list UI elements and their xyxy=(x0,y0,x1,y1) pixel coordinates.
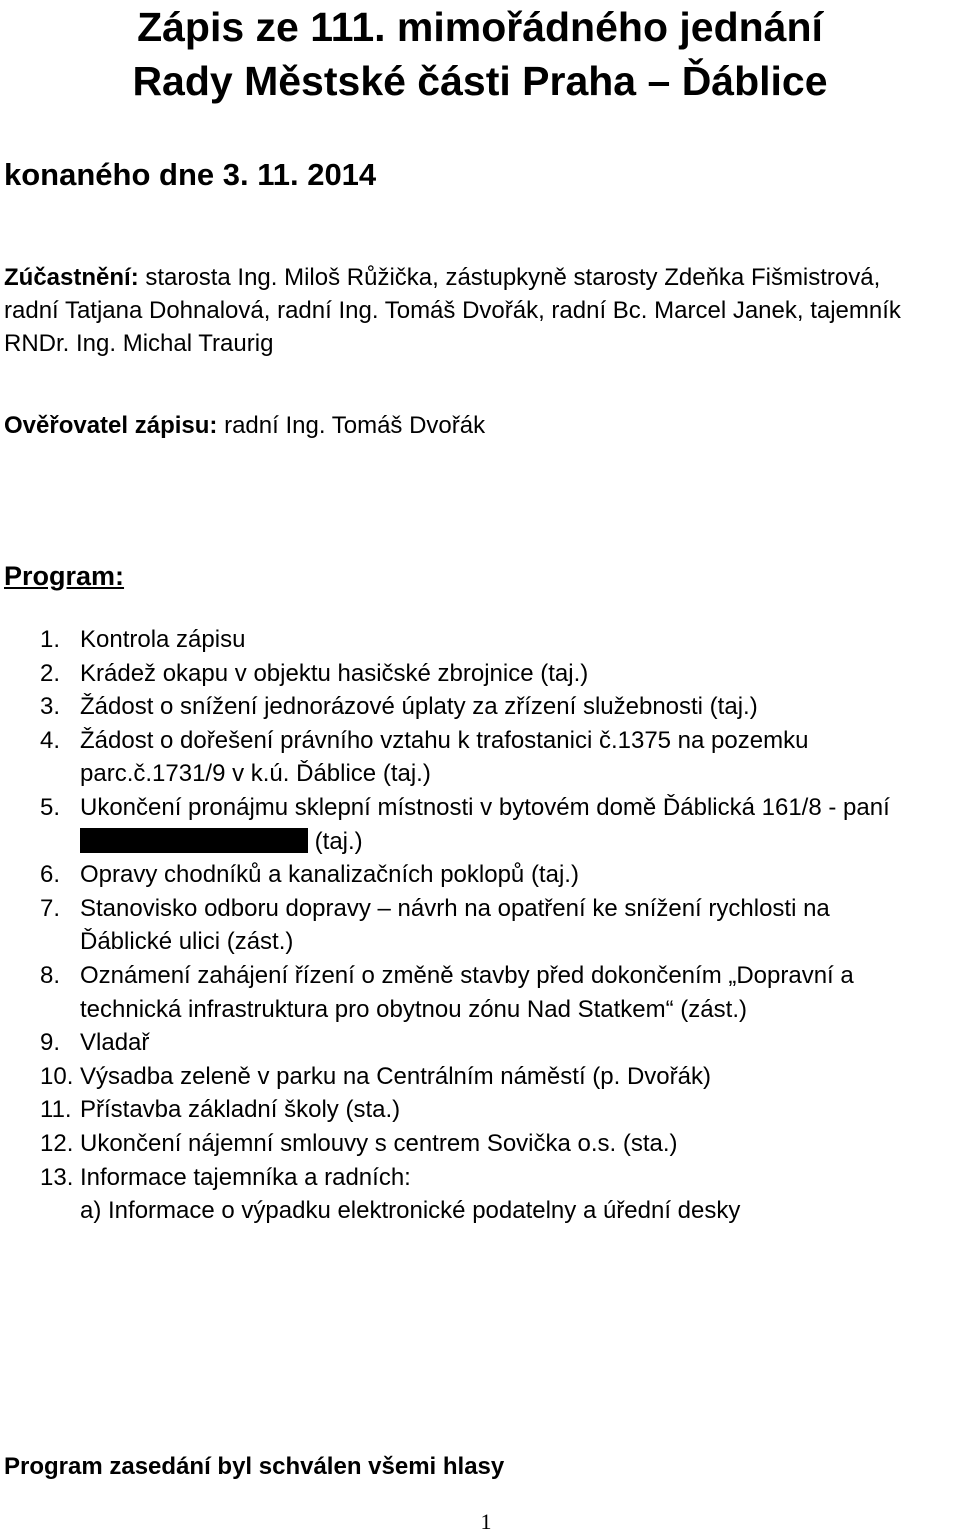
agenda-item-number: 8. xyxy=(40,961,61,989)
agenda-item-text-continued: Ďáblické ulici (zást.) xyxy=(80,928,294,956)
agenda-item-text: Ukončení pronájmu sklepní místnosti v bytovém domě Ďáblická 161/8 - paní xyxy=(80,793,890,821)
agenda-item xyxy=(0,858,960,892)
page-number: 1 xyxy=(480,1509,492,1534)
program-heading: Program: xyxy=(4,561,125,591)
title-line-2: Rady Městské části Praha – Ďáblice xyxy=(132,58,828,104)
agenda-item xyxy=(0,1127,960,1161)
agenda-item-suffix: (taj.) xyxy=(308,827,363,855)
agenda-item-text-continued xyxy=(80,825,960,859)
verifier-label: Ověřovatel zápisu: xyxy=(4,412,218,439)
redacted-name-block xyxy=(80,828,308,853)
agenda-item xyxy=(0,690,960,724)
agenda-item-text: Stanovisko odboru dopravy – návrh na opatření ke snížení rychlosti na xyxy=(80,894,830,922)
attendees-label: Zúčastnění: xyxy=(4,264,139,291)
agenda-item xyxy=(0,1161,960,1228)
agenda-item-number: 6. xyxy=(40,861,61,889)
verifier-line xyxy=(4,409,485,442)
agenda-item-number: 4. xyxy=(40,726,61,754)
agenda-item-text: Krádež okapu v objektu hasičské zbrojnice (taj.) xyxy=(80,659,589,687)
title-line-1: Zápis ze 111. mimořádného jednání xyxy=(137,4,823,50)
agenda-item-text: Kontrola zápisu xyxy=(80,626,246,653)
agenda-item-number: 11. xyxy=(40,1096,72,1124)
agenda-item-text-continued: parc.č.1731/9 v k.ú. Ďáblice (taj.) xyxy=(80,760,431,788)
verifier-value: radní Ing. Tomáš Dvořák xyxy=(217,412,486,439)
agenda-item-text: Přístavba základní školy (sta.) xyxy=(80,1096,401,1124)
agenda-item-number: 2. xyxy=(40,659,61,687)
agenda-item-text: Informace tajemníka a radních: xyxy=(80,1163,411,1191)
agenda-item-number: 10. xyxy=(40,1062,74,1090)
agenda-item-number: 9. xyxy=(40,1029,61,1057)
agenda-item xyxy=(0,1060,960,1094)
meeting-date: konaného dne 3. 11. 2014 xyxy=(4,157,377,192)
agenda-item-text-continued: technická infrastruktura pro obytnou zónu Nad Statkem“ (zást.) xyxy=(80,995,747,1023)
attendees-text-1: starosta Ing. Miloš Růžička, zástupkyně starosty Zdeňka Fišmistrová, xyxy=(138,264,881,291)
agenda-item-text: Žádost o dořešení právního vztahu k trafostanici č.1375 na pozemku xyxy=(80,726,809,754)
agenda-item-text: Ukončení nájemní smlouvy s centrem Sovička o.s. (sta.) xyxy=(80,1129,678,1157)
attendees-line-2: radní Tatjana Dohnalová, radní Ing. Tomáš Dvořák, radní Bc. Marcel Janek, tajemník xyxy=(4,297,901,324)
agenda-item-text: Oznámení zahájení řízení o změně stavby před dokončením „Dopravní a xyxy=(80,961,854,989)
agenda-list xyxy=(0,623,960,1228)
agenda-item-number: 13. xyxy=(40,1163,74,1191)
agenda-item xyxy=(0,1093,960,1127)
agenda-item-number: 1. xyxy=(40,626,61,653)
agenda-item-text: Žádost o snížení jednorázové úplaty za zřízení služebnosti (taj.) xyxy=(80,693,758,721)
agenda-item xyxy=(0,1026,960,1060)
agenda-item xyxy=(0,892,960,959)
agenda-item xyxy=(0,791,960,858)
agenda-item-text: Opravy chodníků a kanalizačních poklopů (taj.) xyxy=(80,861,579,889)
agenda-item-text: Výsadba zeleně v parku na Centrálním náměstí (p. Dvořák) xyxy=(80,1062,711,1090)
agenda-item-number: 3. xyxy=(40,693,61,721)
attendees-section xyxy=(4,261,954,360)
agenda-item xyxy=(0,959,960,1026)
agenda-subitem-text: a) Informace o výpadku elektronické podatelny a úřední desky xyxy=(80,1197,741,1225)
agenda-item-number: 5. xyxy=(40,793,61,821)
agenda-item xyxy=(0,623,960,657)
document-title xyxy=(0,0,960,108)
agenda-item-text: Vladař xyxy=(80,1029,150,1057)
approval-statement: Program zasedání byl schválen všemi hlasy xyxy=(4,1453,505,1480)
agenda-item-number: 12. xyxy=(40,1129,74,1157)
attendees-line-3: RNDr. Ing. Michal Traurig xyxy=(4,330,274,357)
agenda-item xyxy=(0,724,960,791)
attendees-line-1 xyxy=(4,261,954,294)
agenda-item xyxy=(0,657,960,691)
agenda-item-number: 7. xyxy=(40,894,61,922)
